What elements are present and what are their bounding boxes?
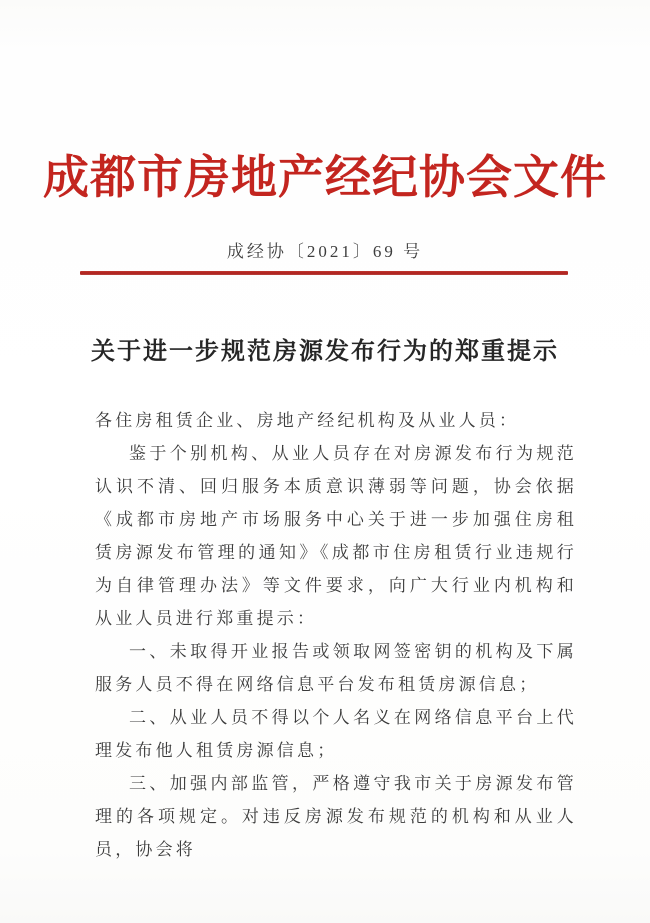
salutation-line: 各住房租赁企业、房地产经纪机构及从业人员： xyxy=(95,411,520,431)
red-divider-line xyxy=(80,271,568,275)
body-paragraph-item-1: 一、未取得开业报告或领取网签密钥的机构及下属服务人员不得在网络信息平台发布租赁房源信息； xyxy=(95,642,577,695)
document-number: 成经协〔2021〕69 号 xyxy=(226,242,424,262)
document-title: 关于进一步规范房源发布行为的郑重提示 xyxy=(91,339,559,366)
body-paragraph-item-2: 二、从业人员不得以个人名义在网络信息平台上代理发布他人租赁房源信息； xyxy=(95,708,577,761)
letterhead-title: 成都市房地产经纪协会文件 xyxy=(43,152,607,203)
document-body xyxy=(95,404,577,866)
body-paragraph: 鉴于个别机构、从业人员存在对房源发布行为规范认识不清、回归服务本质意识薄弱等问题，协会依据《成都市房地产市场服务中心关于进一步加强住房租赁房源发布管理的通知》《成都市住房租赁行业违规行为自律管理办法》等文件要求，向广大行业内机构和从业人员进行郑重提示： xyxy=(95,444,577,629)
body-paragraph-item-3: 三、加强内部监管，严格遵守我市关于房源发布管理的各项规定。对违反房源发布规范的机构和从业人员，协会将 xyxy=(95,774,577,860)
